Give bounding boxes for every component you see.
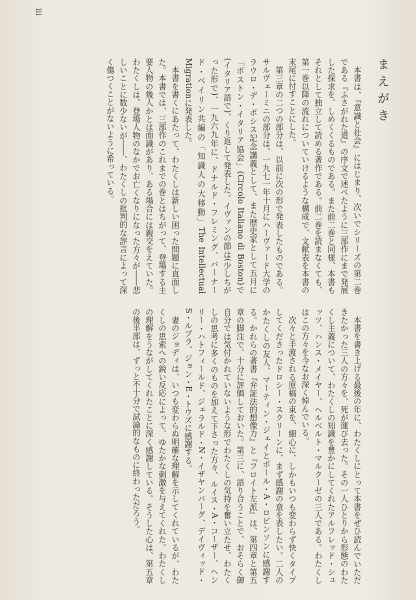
upper-text-block (19, 58, 364, 294)
paragraph: 次々と手渡される原稿の束を、細心に、しかもいつも変わらず快くタイプしてくださったドロシー・スクリーンに、まず感謝の意を表したい。二人のかたくしの友人、マーティン・ジェイとポール・A・ロビンソンに感謝する。かれらの著書『弁証法的想像力』と『フロイト左派』は、第四章と第五章の脚注で、十分に評価しておいた。第三に、語り合うことで、おそらく御自分では気付かれていないような形でわたくしの気持を奮い立たせ、わたくしの思考に多くのものを加えて下さった方々、ルイス・A・コーザー、ヘンリー・ハトフィールド、ジェラルド・N・イザヤンバーグ、デイヴィッド・S・ルブラ、ジョン・E・トウズに感謝する。 (184, 308, 297, 584)
page-number: iii (34, 8, 43, 16)
paragraph: 第三章の二つの部分は、以前に次の形で発表したものである。サルヴェーミニの部分は、一九七一年十月にハーヴァード大学のラウロ・デ・ボシス記念講義として、また歴史家として五月に「ボストン・イタリア協会」(Circolo Italiano di Boston)で(イタリア語で)、くり返して発表した。イヴァンの節は(少しちがった形で)、一九六九年に、ドナルド・フレミング、バーナード・ベイリン共編の「知識人の大移動」The Intellectual Migrationに発表した。 (184, 58, 284, 294)
paragraph: 本書を書くにあたって、わたくしは新しい困った問題に直面した。本書では、三部作のこれまでの巻とはちがって、登場する主要人物の幾人かとは面識があり、ある場合には親交をえていた。わたくしは、登場人物のなかでお亡くなりになった方々が――悲しいことに数少ないが――、わたくしの批判的な評言によって深く傷つくことがないように希っている。 (106, 58, 180, 294)
paragraph: 本書を書き上げる最後の年に、わたくしにとって本書をぜひ読んでいただきたかった三人の方々を、死が運び去った。その一人ひとりから形態のわたくし主義について、わたくしの知識を豊かにしてくれたアルフレッド・シュッツ、ハンス・メイヤー、ヘルベルト・マルクーゼの三人である。わたくしはこの方々を今なお深く悼んでいる。 (301, 308, 362, 584)
lower-text-block (19, 308, 364, 584)
paragraph: 妻のジョディは、いつも変わらぬ明確な理解を示してくれているが、わたくしの思索への鋭い反応によって、ゆたかな刺激を与えてくれた。わたくしの理解をうながしてくれたことに深く感謝している。そうした心は、第五章の後半部は、ずっと不十分で試論的なものに終わっただろう。 (132, 308, 180, 584)
paragraph: 本書は、『意識と社会』にはじまり、次いでシリーズの第二巻である『ふさがれた道』の序文で述べたように三部作にまで発展した探求を、しめくくるものである。また前二巻と同様、本書もそれとして独立して読める著作である。前二巻を読まなくても、第一巻以降の流れについていけるような構成で、文献表を本書の末尾に付すことにした。 (288, 58, 362, 294)
page-title: まえがき (376, 58, 390, 126)
